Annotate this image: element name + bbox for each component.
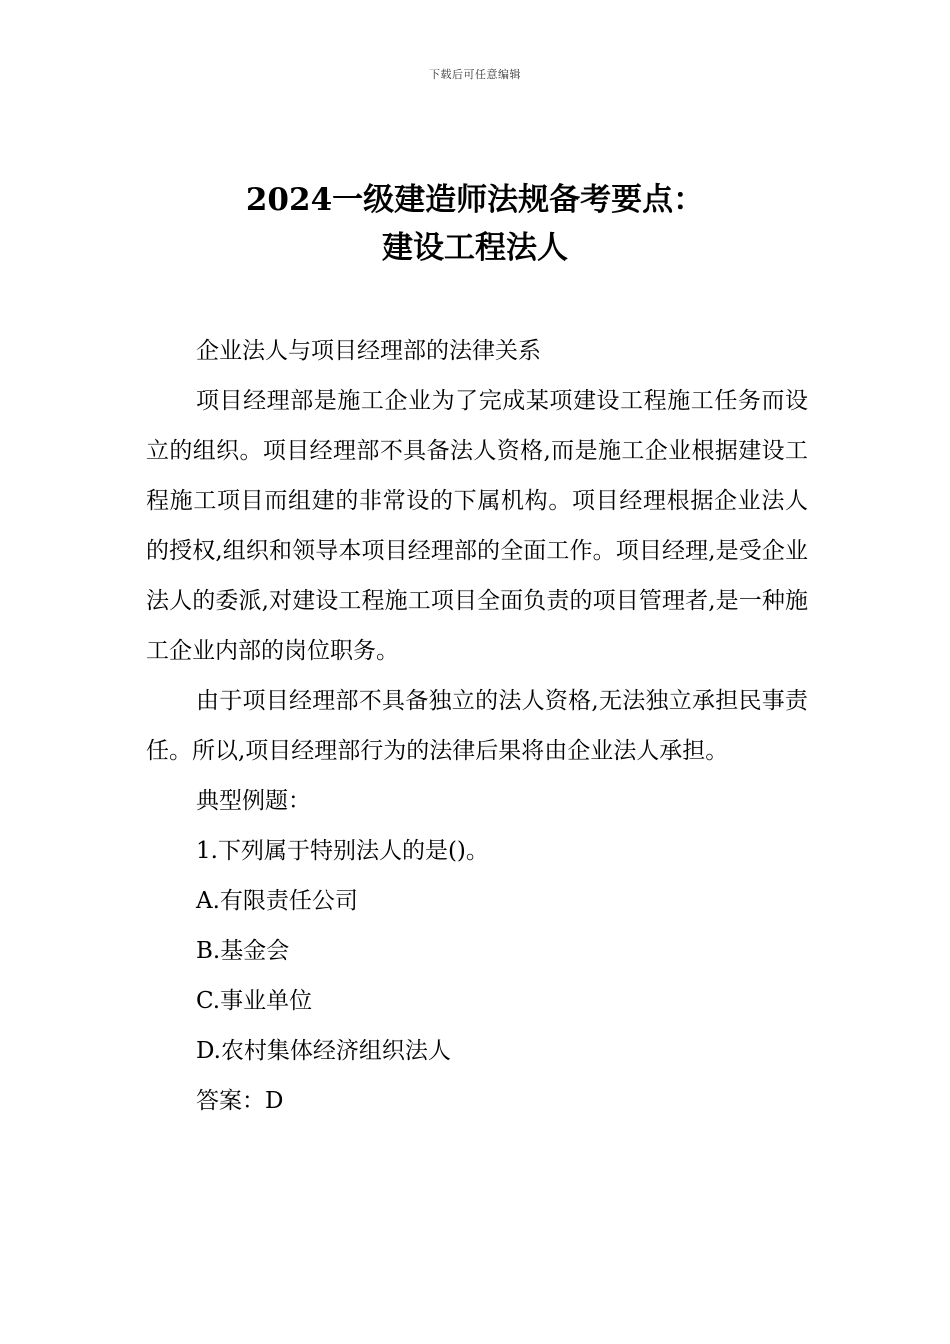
paragraph-1: 项目经理部是施工企业为了完成某项建设工程施工任务而设立的组织。项目经理部不具备法人资格,而是施工企业根据建设工程施工项目而组建的非常设的下属机构。项目经理根据企业法人的授权,组织和领导本项目经理部的全面工作。项目经理,是受企业法人的委派,对建设工程施工项目全面负责的项目管理者,是一种施工企业内部的岗位职务。 bbox=[146, 388, 808, 664]
option-a: A.有限责任公司 bbox=[196, 888, 358, 914]
option-d: D.农村集体经济组织法人 bbox=[196, 1038, 451, 1064]
answer: 答案：D bbox=[196, 1088, 284, 1114]
title-line-1: 2024一级建造师法规备考要点： bbox=[245, 182, 705, 218]
section-heading: 企业法人与项目经理部的法律关系 bbox=[196, 338, 541, 364]
document-title bbox=[0, 176, 950, 272]
option-b: B.基金会 bbox=[196, 938, 290, 964]
example-label: 典型例题： bbox=[196, 788, 311, 814]
header-note: 下载后可任意编辑 bbox=[429, 68, 521, 81]
title-line-2: 建设工程法人 bbox=[382, 230, 568, 266]
paragraph-2: 由于项目经理部不具备独立的法人资格,无法独立承担民事责任。所以,项目经理部行为的法律后果将由企业法人承担。 bbox=[146, 688, 808, 764]
document-body bbox=[146, 326, 808, 1126]
option-c: C.事业单位 bbox=[196, 988, 313, 1014]
example-question: 1.下列属于特别法人的是()。 bbox=[196, 838, 489, 864]
